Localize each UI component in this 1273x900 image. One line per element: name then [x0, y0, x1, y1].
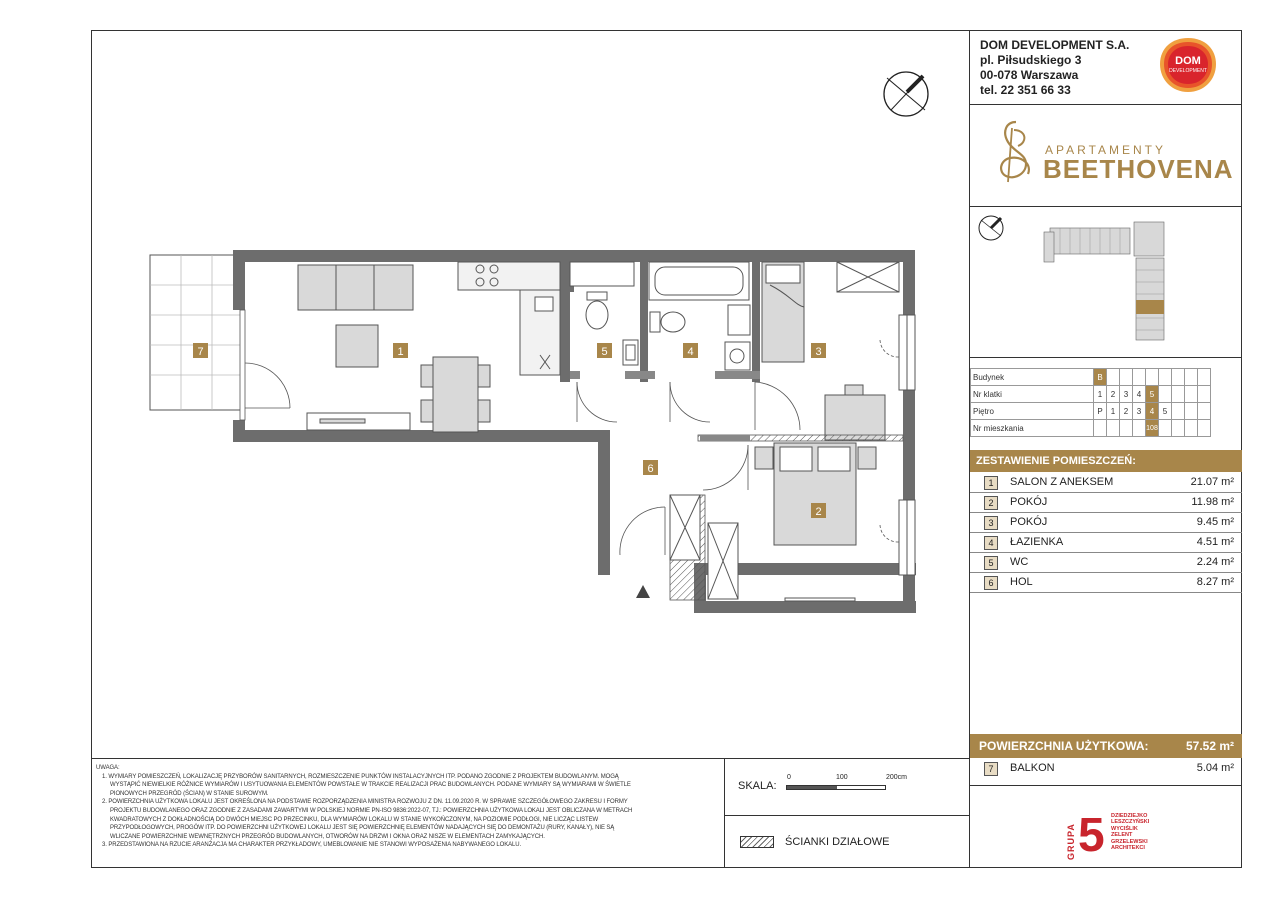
budynek-label: Budynek	[971, 369, 1094, 386]
architect-name: GRZELEWSKI	[1111, 838, 1148, 845]
project-name-small: APARTAMENTY	[1045, 143, 1167, 157]
room-area: 8.27 m²	[1196, 576, 1234, 588]
note-line: WYSTĄPIĆ NIEWIELKIE RÓŻNICE WYMIARÓW I USYTUOWANIA ELEMENTÓW POWSTAŁE W TRAKCIE REALIZACJI PRAC BUDOWLANYCH. PODANE WYMIARY SĄ WYMIARAMI W ŚWIETLE	[110, 782, 631, 789]
company-phone: tel. 22 351 66 33	[980, 83, 1071, 97]
pietro-label: Piętro	[971, 403, 1094, 420]
room-name: ŁAZIENKA	[1010, 536, 1064, 548]
scale-tick-200: 200cm	[886, 774, 908, 781]
room-number: 6	[984, 576, 998, 590]
grupa5-logo	[1066, 820, 1076, 860]
note-line: PIONOWYCH PRZEGRÓD (ŚCIAN) W STANIE SUROWYM.	[110, 790, 269, 797]
room-name: HOL	[1010, 576, 1033, 588]
entrance-arrow-icon	[636, 585, 650, 598]
plan-label-5: 5	[601, 346, 608, 358]
company-name: DOM DEVELOPMENT S.A.	[980, 38, 1130, 52]
company-info	[980, 38, 1129, 98]
treble-b-icon	[992, 118, 1042, 188]
bedroom-2-furniture	[755, 443, 876, 601]
note-line: 3. PRZEDSTAWIONA NA RZUCIE ARANŻACJA MA CHARAKTER PRZYKŁADOWY, UMEBLOWANIE NIE STANOWI WYPOSAŻENIA NABYWANEGO LOKALU.	[102, 842, 522, 849]
room-name: BALKON	[1010, 762, 1055, 774]
company-city: 00-078 Warszawa	[980, 68, 1079, 82]
rooms-summary	[970, 450, 1242, 593]
mieszkanie-value: 108	[1146, 420, 1159, 437]
total-area-label: POWIERZCHNIA UŻYTKOWA:	[979, 739, 1149, 753]
note-line: KWADRATOWYCH Z DOKŁADNOŚCIĄ DO DWÓCH MIEJSC PO PRZECINKU, DLA WYMIARÓW LOKALU W STANIE WYKOŃCZONYM, NA POZIOMIE PODŁOGI, NIE LICZĄC LISTEW	[110, 816, 599, 823]
room-name: POKÓJ	[1010, 496, 1048, 508]
room-name: SALON Z ANEKSEM	[1010, 476, 1114, 488]
bathroom-fixtures	[649, 262, 750, 370]
info-table	[970, 368, 1211, 437]
note-line: 2. POWIERZCHNIA UŻYTKOWA LOKALU JEST OKREŚLONA NA PODSTAWIE ROZPORZĄDZENIA MINISTRA ROZWOJU Z DN. 11.09.2020 R. W SPRAWIE SZCZEGÓŁOWEGO ZAKRESU I FORMY	[102, 799, 628, 806]
klatka-4: 4	[1133, 386, 1146, 403]
compass-small-icon	[976, 213, 1006, 248]
architect-name: WYCIŚLIK	[1111, 825, 1138, 832]
architect-name: ZELENT	[1111, 832, 1133, 839]
scale-label: SKALA:	[738, 780, 777, 792]
scale-divider	[724, 758, 725, 868]
separator	[969, 104, 1242, 105]
balcony-row	[970, 759, 1242, 778]
room-name: POKÓJ	[1010, 516, 1048, 528]
logo-text-dom: DOM	[1175, 55, 1201, 67]
plan-label-2: 2	[815, 506, 822, 518]
room-number: 7	[984, 762, 998, 776]
company-street: pl. Piłsudskiego 3	[980, 53, 1082, 67]
plan-label-6: 6	[647, 463, 654, 475]
compass-north-icon	[877, 70, 935, 123]
note-line: PROJEKTU BUDOWLANEGO ORAZ ZGODNIE Z ZASADAMI ZAWARTYMI W POLSKIEJ NORMIE PN-ISO 9836:2022-07, TJ.: POWIERZCHNIA UŻYTKOWA LOKALI JEST OBLICZANA W METRACH	[110, 807, 633, 814]
architects-names	[1111, 813, 1149, 851]
floor-plan	[140, 245, 930, 630]
selected-apartment-marker	[1136, 300, 1164, 314]
klatka-3: 3	[1120, 386, 1133, 403]
plan-label-7: 7	[197, 346, 204, 358]
room-number: 3	[984, 516, 998, 530]
project-name-big: BEETHOVENA	[1043, 154, 1234, 184]
note-line: PRZYPODŁOGOWYCH, PROGÓW ITP. DO POWIERZCHNI UŻYTKOWEJ LOKALU JEST SIĘ POWIERZCHNIĘ ELEMENTÓW NADAJĄCYCH SIĘ DO DEMONTAŻU (RURY, KANAŁY), NIE SĄ	[110, 825, 615, 832]
total-area-bar	[970, 734, 1242, 758]
dom-development-logo	[1158, 36, 1218, 94]
klatka-label: Nr klatki	[971, 386, 1094, 403]
architect-name: DZIEDZIEJKO	[1111, 813, 1148, 819]
bedroom-3-furniture	[762, 262, 899, 440]
room-number: 2	[984, 496, 998, 510]
room-row	[970, 533, 1242, 553]
legend-divider	[724, 815, 969, 816]
room-name: WC	[1010, 556, 1029, 568]
grupa-word: GRUPA	[1066, 823, 1076, 860]
room-number: 1	[984, 476, 998, 490]
room-row	[970, 513, 1242, 533]
partition-walls-label: ŚCIANKI DZIAŁOWE	[785, 836, 890, 848]
plan-label-1: 1	[397, 346, 404, 358]
scale-tick-0: 0	[787, 774, 791, 781]
note-line: 1. WYMIARY POMIESZCZEŃ, LOKALIZACJĘ PRZYBORÓW SANITARNYCH, ROZMIESZCZENIE PUNKTÓW INSTALACYJNYCH ITP. PODANO ZGODNIE Z PROJEKTEM BUDOWLANYM. MOGĄ	[102, 773, 619, 780]
partition-walls-swatch	[740, 836, 774, 848]
room-area: 11.98 m²	[1191, 496, 1234, 508]
notes-title: UWAGA:	[96, 765, 120, 771]
room-row	[970, 473, 1242, 493]
plan-label-4: 4	[687, 346, 694, 358]
balcony	[150, 255, 242, 410]
room-number: 5	[984, 556, 998, 570]
klatka-5: 5	[1146, 386, 1159, 403]
architect-name: LESZCZYŃSKI	[1111, 819, 1150, 826]
room-area: 21.07 m²	[1190, 476, 1234, 488]
room-area: 9.45 m²	[1196, 516, 1234, 528]
klatka-2: 2	[1107, 386, 1120, 403]
scale-bar	[786, 785, 886, 790]
pietro-3: 3	[1133, 403, 1146, 420]
pietro-2: 2	[1120, 403, 1133, 420]
room-row	[970, 553, 1242, 573]
notes-divider	[91, 758, 969, 759]
rooms-header: ZESTAWIENIE POMIESZCZEŃ:	[970, 450, 1242, 472]
separator	[969, 206, 1242, 207]
room-area: 2.24 m²	[1196, 556, 1234, 568]
architect-name: ARCHITEKCI	[1111, 845, 1145, 852]
notes-block	[96, 764, 716, 850]
room-row	[970, 493, 1242, 513]
pietro-1: 1	[1107, 403, 1120, 420]
budynek-value: B	[1094, 369, 1107, 386]
room-row	[970, 573, 1242, 593]
pietro-5: 5	[1159, 403, 1172, 420]
grupa-digit: 5	[1078, 809, 1105, 862]
pietro-4: 4	[1146, 403, 1159, 420]
separator	[969, 785, 1242, 786]
scale-tick-100: 100	[836, 774, 848, 781]
room-area: 5.04 m²	[1196, 762, 1234, 774]
room-number: 4	[984, 536, 998, 550]
klatka-1: 1	[1094, 386, 1107, 403]
project-logo	[992, 118, 1042, 193]
total-area-value: 57.52 m²	[1185, 739, 1234, 753]
note-line: WLICZANE POWIERZCHNIE WEWNĘTRZNYCH PRZEGRÓD BUDOWLANYCH, OTWORÓW NA DRZWI I OKNA ORAZ NISZE W ELEMENTACH ZAMYKAJĄCYCH.	[110, 833, 545, 840]
separator	[969, 357, 1242, 358]
logo-text-development: DEVELOPMENT	[1169, 68, 1207, 74]
plan-label-3: 3	[815, 346, 822, 358]
building-key-plan	[1040, 218, 1180, 353]
mieszkanie-label: Nr mieszkania	[971, 420, 1094, 437]
room-area: 4.51 m²	[1196, 536, 1234, 548]
pietro-p: P	[1094, 403, 1107, 420]
